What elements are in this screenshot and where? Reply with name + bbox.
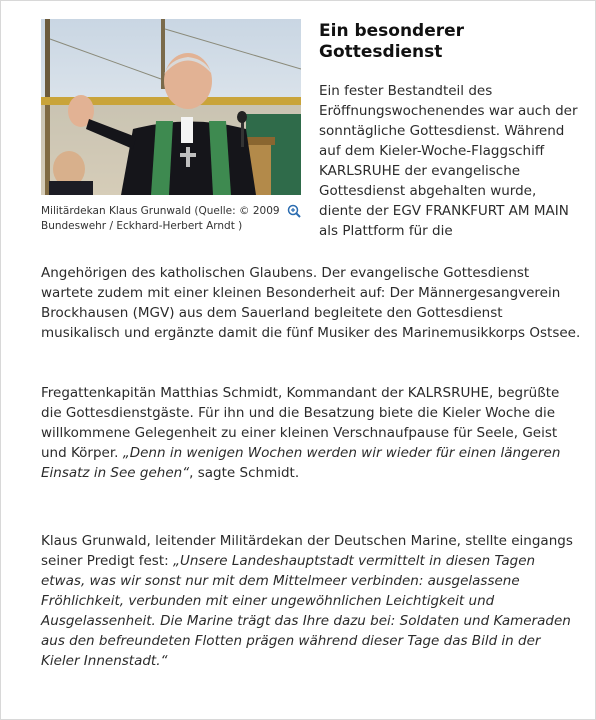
paragraph-2-quote: „Denn in wenigen Wochen werden wir wieder für einen längeren Einsatz in See gehen“ bbox=[41, 445, 561, 481]
paragraph-1: Angehörigen des katholischen Glaubens. Der evangelische Gottesdienst wartete zudem mit einer kleinen Besonderheit auf: Der Männergesangverein Brockhausen (MGV) aus dem Sauerland begleitete den Gottesdienst musikalisch und ergänzte damit die fünf Musiker des Marinemusikkorps Ostsee. bbox=[41, 265, 581, 341]
paragraph-3 bbox=[41, 531, 581, 671]
magnifier-plus-icon[interactable] bbox=[287, 204, 301, 218]
lead-text-end: als Plattform für die bbox=[319, 223, 453, 239]
paragraph-2 bbox=[41, 383, 581, 483]
ship-link[interactable]: EGV FRANKFURT AM MAIN bbox=[392, 203, 569, 219]
photo-block bbox=[41, 19, 303, 234]
lead-text: Ein fester Bestandteil des Eröffnungswochenendes war auch der sonntägliche Gottesdienst. Während auf dem Kieler-Woche-Flaggschiff KARLSRUHE der evangelische Gottesdienst abgehalten wurde, diente der bbox=[319, 83, 578, 219]
paragraph-2-text: Fregattenkapitän Matthias Schmidt, Kommandant der KALRSRUHE, begrüßte die Gottesdienstgäste. Für ihn und die Besatzung biete die Kieler Woche die willkommene Gelegenheit zu einer kleinen Verschnaufpause für Seele, Geist und Körper. bbox=[41, 385, 560, 461]
paragraph-2-tail: , sagte Schmidt. bbox=[189, 465, 300, 481]
paragraph-3-quote: „Unsere Landeshauptstadt vermittelt in diesen Tagen etwas, was wir sonst nur mit dem Mittelmeer verbinden: ausgelassene Fröhlichkeit, verbunden mit einer ungewöhnlichen Leichtigkeit und Ausgelassenheit. Die Marine trägt das Ihre dazu bei: Soldaten und Kameraden aus den befreundeten Flotten prägen während dieser Tage das Bild in der Kieler Innenstadt.“ bbox=[41, 553, 571, 669]
article-photo[interactable] bbox=[41, 19, 301, 195]
article-headline: Ein besonderer Gottesdienst bbox=[319, 21, 465, 62]
photo-caption-text: Militärdekan Klaus Grunwald (Quelle: © 2009 Bundeswehr / Eckhard-Herbert Arndt ) bbox=[41, 205, 280, 232]
photo-caption bbox=[41, 204, 303, 234]
paragraph-3-text: Klaus Grunwald, leitender Militärdekan der Deutschen Marine, stellte eingangs seiner Predigt fest: bbox=[41, 533, 573, 569]
article-lead bbox=[319, 81, 581, 241]
